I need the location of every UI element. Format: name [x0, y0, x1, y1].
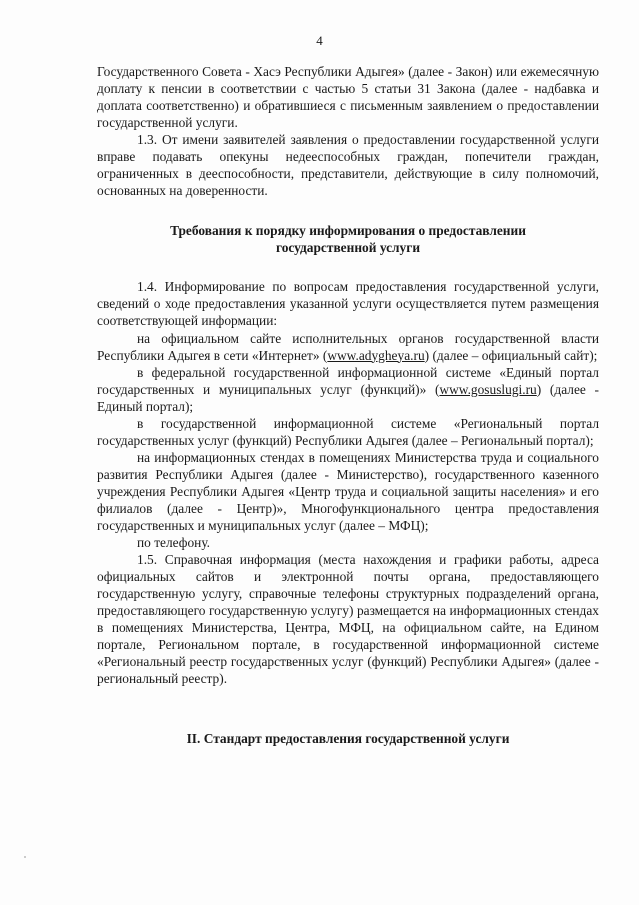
paragraph-1-3: 1.3. От имени заявителей заявления о предоставлении государственной услуги вправе подавать опекуны недееспособных граждан, попечители граждан, ограниченных в дееспособности, представители, действующие в силу полномочий, основанных на доверенности.: [97, 132, 599, 199]
unified-portal-suffix: ) (далее - Единый портал);: [97, 381, 599, 414]
section-heading-informing-line-2: государственной услуги: [275, 240, 421, 256]
continued-line-4: заявлением о предоставлении государственной услуги.: [97, 98, 599, 131]
list-item-unified-portal: [97, 364, 599, 415]
section-heading-informing: [97, 222, 599, 256]
document-body: [97, 63, 599, 747]
continued-paragraph: [97, 63, 599, 131]
paragraph-1-4: 1.4. Информирование по вопросам предоставления государственной услуги, сведений о ходе предоставления указанной услуги осуществляется путем размещения соответствующей информации:: [97, 279, 599, 329]
continued-line-1: Государственного Совета - Хасэ Республики Адыгея» (далее - Закон) или: [97, 64, 518, 79]
official-site-link[interactable]: www.adygheya.ru: [327, 347, 425, 363]
unified-portal-link[interactable]: www.gosuslugi.ru: [439, 381, 537, 397]
paragraph-1-5: 1.5. Справочная информация (места нахождения и графики работы, адреса официальных сайтов и электронной почты органа, предоставляющего государственную услугу, справочные телефоны структурных подразделений органа, предоставляющего государственную услугу) размещается на информационных стендах в помещениях Министерства, Центра, МФЦ, на официальном сайте, на Едином портале, Региональном портале, в государственной информационной системе «Региональный реестр государственных услуг (функций) Республики Адыгея» (далее - региональный реестр).: [97, 552, 599, 687]
list-item-info-stands: на информационных стендах в помещениях Министерства труда и социального развития Республики Адыгея (далее - Министерство), государственного казенного учреждения Республики Адыгея «Центр труда и социальной защиты населения» и его филиалов (далее - Центр)», Многофункционального центра предоставления государственных и муниципальных услуг (далее – МФЦ);: [97, 449, 599, 534]
list-item-phone: по телефону.: [137, 535, 211, 551]
list-item-regional-portal: в государственной информационной системе «Региональный портал государственных услуг (функций) Республики Адыгея (далее – Региональный портал);: [97, 415, 599, 448]
official-site-suffix: ) (далее – официальный сайт);: [424, 347, 598, 363]
list-item-official-site: [97, 330, 599, 364]
scan-artifact: [24, 856, 26, 858]
unified-portal-text: в федеральной государственной информационной системе «Единый портал государственных и муниципальных услуг (функций)» (: [97, 364, 599, 397]
official-site-text: на официальном сайте исполнительных органов государственной власти Республики Адыгея в сети «Интернет» (: [97, 330, 599, 363]
section-heading-standard: II. Стандарт предоставления государственной услуги: [186, 730, 510, 746]
section-heading-informing-line-1: Требования к порядку информирования о предоставлении: [170, 223, 526, 239]
continued-line-2: ежемесячную доплату к пенсии в соответствии с частью 5 статьи 31 Закона: [97, 64, 599, 97]
continued-line-3: (далее - надбавка и доплата соответственно) и обратившиеся с письменным: [97, 81, 599, 114]
page-number: 4: [316, 33, 323, 48]
